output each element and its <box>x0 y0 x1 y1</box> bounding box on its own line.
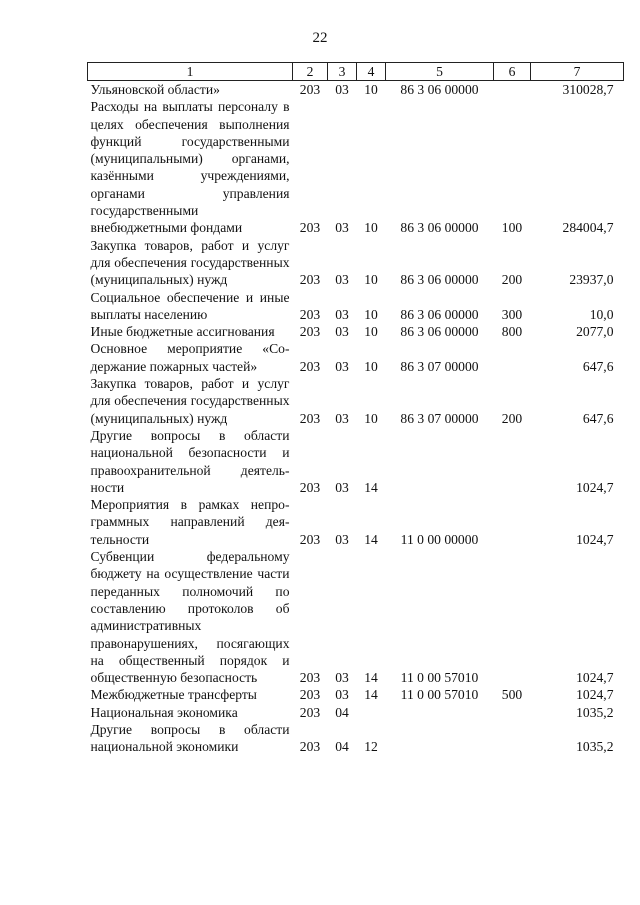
amount-cell: 1024,7 <box>576 670 614 686</box>
admin-code-cell: 203 <box>299 531 321 547</box>
admin-code-cell: 203 <box>299 272 321 288</box>
target-article-cell: 11 0 00 00000 <box>400 531 479 547</box>
expense-type-cell: 500 <box>501 687 523 703</box>
section-code-cell: 04 <box>335 739 349 755</box>
row-name-cell: Национальная экономика <box>90 704 238 720</box>
admin-code-cell: 203 <box>299 306 321 322</box>
table-row <box>88 548 624 686</box>
admin-code-cell: 203 <box>299 704 321 720</box>
subsection-code-cell <box>357 704 386 721</box>
row-name-cell: Социальное обеспечение и иные выплаты населению <box>90 289 290 322</box>
admin-code-cell: 203 <box>299 324 321 340</box>
row-name-cell: Иные бюджетные ассигнования <box>90 324 275 340</box>
expense-type-cell: 200 <box>501 272 523 288</box>
amount-cell: 23937,0 <box>569 272 614 288</box>
amount-cell: 647,6 <box>582 358 614 374</box>
admin-code-cell: 203 <box>299 670 321 686</box>
table-row <box>88 340 624 375</box>
header-col-1: 1 <box>88 63 293 81</box>
expense-type-cell: 300 <box>501 306 523 322</box>
expense-type-cell <box>494 721 531 756</box>
table-row <box>88 496 624 548</box>
section-code-cell: 03 <box>335 82 349 97</box>
section-code-cell: 03 <box>335 272 349 288</box>
row-name-cell: Мероприятия в рамках непрограммных направлений деятельности <box>90 497 290 547</box>
subsection-code-cell: 10 <box>364 410 378 426</box>
subsection-code-cell: 10 <box>364 358 378 374</box>
admin-code-cell: 203 <box>299 220 321 236</box>
table-row <box>88 289 624 324</box>
target-article-cell <box>386 427 494 496</box>
table-row <box>88 237 624 289</box>
subsection-code-cell: 10 <box>364 306 378 322</box>
header-col-7: 7 <box>531 63 624 81</box>
header-col-2: 2 <box>293 63 328 81</box>
table-header <box>88 63 624 81</box>
amount-cell: 1035,2 <box>576 739 614 755</box>
target-article-cell: 86 3 06 00000 <box>400 82 479 97</box>
admin-code-cell: 203 <box>299 358 321 374</box>
target-article-cell: 86 3 06 00000 <box>400 306 479 322</box>
subsection-code-cell: 10 <box>364 220 378 236</box>
amount-cell: 1024,7 <box>576 687 614 703</box>
expense-type-cell <box>494 427 531 496</box>
target-article-cell: 86 3 06 00000 <box>400 220 479 236</box>
budget-table <box>87 62 624 756</box>
expense-type-cell: 800 <box>501 324 523 340</box>
row-name-cell: Межбюджетные трансферты <box>90 687 257 703</box>
target-article-cell <box>386 721 494 756</box>
header-col-4: 4 <box>357 63 386 81</box>
page-number: 22 <box>312 30 328 46</box>
header-col-3: 3 <box>328 63 357 81</box>
expense-type-cell <box>494 81 531 99</box>
expense-type-cell <box>494 704 531 721</box>
table-row <box>88 704 624 721</box>
row-name-cell: Расходы на выплаты персоналу в целях обеспечения выполнения функций государственными (муниципальными) органами, казёнными учреждениями, органами управления государственными внебюджетными фондами <box>90 99 290 236</box>
admin-code-cell: 203 <box>299 82 321 97</box>
subsection-code-cell: 10 <box>364 324 378 340</box>
admin-code-cell: 203 <box>299 687 321 703</box>
target-article-cell <box>386 704 494 721</box>
row-name-cell: Закупка товаров, работ и услуг для обеспечения государственных (муниципальных) нужд <box>90 376 290 426</box>
header-col-5: 5 <box>386 63 494 81</box>
amount-cell: 1035,2 <box>576 704 614 720</box>
section-code-cell: 03 <box>335 670 349 686</box>
table-row <box>88 427 624 496</box>
expense-type-cell: 200 <box>501 410 523 426</box>
expense-type-cell <box>494 340 531 375</box>
table-body <box>88 81 624 756</box>
row-name-cell: Другие вопросы в области национальной безопасности и правоохранительной деятельности <box>90 427 290 495</box>
section-code-cell: 03 <box>335 479 349 495</box>
amount-cell: 2077,0 <box>576 324 614 340</box>
section-code-cell: 03 <box>335 324 349 340</box>
section-code-cell: 03 <box>335 358 349 374</box>
section-code-cell: 03 <box>335 220 349 236</box>
amount-cell: 10,0 <box>589 306 614 322</box>
target-article-cell: 86 3 06 00000 <box>400 272 479 288</box>
subsection-code-cell: 10 <box>364 82 378 97</box>
admin-code-cell: 203 <box>299 739 321 755</box>
admin-code-cell: 203 <box>299 410 321 426</box>
amount-cell: 647,6 <box>582 410 614 426</box>
target-article-cell: 11 0 00 57010 <box>400 670 479 686</box>
table-row <box>88 98 624 236</box>
table-row <box>88 375 624 427</box>
section-code-cell: 03 <box>335 531 349 547</box>
subsection-code-cell: 14 <box>364 531 378 547</box>
target-article-cell: 86 3 07 00000 <box>400 410 479 426</box>
subsection-code-cell: 12 <box>364 739 378 755</box>
table-row <box>88 81 624 99</box>
expense-type-cell <box>494 548 531 686</box>
row-name-cell: Субвенции федеральному бюджету на осуществление части переданных полномочий по составлению протоколов об административных правонарушениях, посягающих на общественный порядок и общественную безопасность <box>90 549 290 686</box>
row-name-cell: Ульяновской области» <box>90 82 220 97</box>
amount-cell: 1024,7 <box>576 479 614 495</box>
section-code-cell: 03 <box>335 687 349 703</box>
subsection-code-cell: 10 <box>364 272 378 288</box>
row-name-cell: Другие вопросы в области национальной экономики <box>90 721 290 755</box>
amount-cell: 284004,7 <box>562 220 614 236</box>
expense-type-cell: 100 <box>501 220 523 236</box>
section-code-cell: 04 <box>335 704 349 720</box>
target-article-cell: 11 0 00 57010 <box>400 687 479 703</box>
row-name-cell: Основное мероприятие «Содержание пожарных частей» <box>90 341 290 374</box>
section-code-cell: 03 <box>335 306 349 322</box>
expense-type-cell <box>494 496 531 548</box>
target-article-cell: 86 3 07 00000 <box>400 358 479 374</box>
amount-cell: 310028,7 <box>562 82 614 97</box>
amount-cell: 1024,7 <box>576 531 614 547</box>
target-article-cell: 86 3 06 00000 <box>400 324 479 340</box>
section-code-cell: 03 <box>335 410 349 426</box>
subsection-code-cell: 14 <box>364 479 378 495</box>
header-col-6: 6 <box>494 63 531 81</box>
table-row <box>88 721 624 756</box>
row-name-cell: Закупка товаров, работ и услуг для обеспечения государственных (муниципальных) нужд <box>90 237 290 288</box>
subsection-code-cell: 14 <box>364 687 378 703</box>
header-row <box>88 63 624 81</box>
table-row <box>88 686 624 703</box>
admin-code-cell: 203 <box>299 479 321 495</box>
subsection-code-cell: 14 <box>364 670 378 686</box>
table-row <box>88 323 624 340</box>
